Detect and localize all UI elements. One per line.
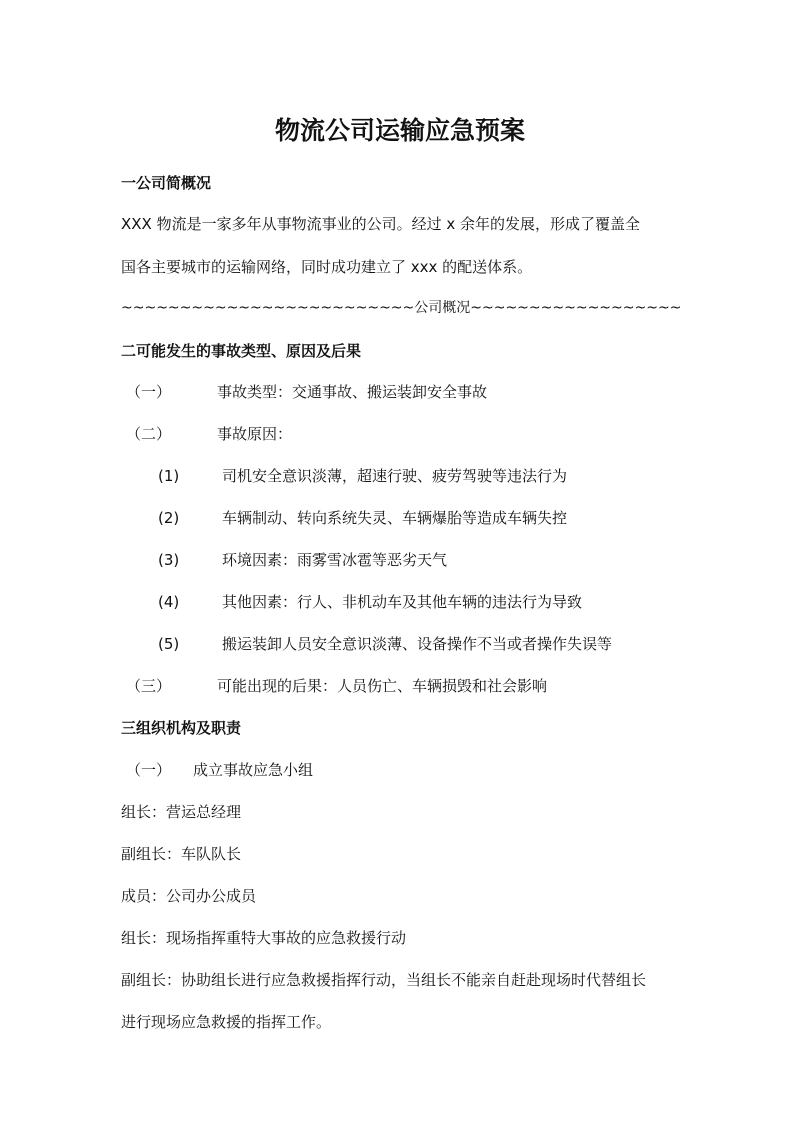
cause-label: (3) xyxy=(158,551,180,569)
item-label: （一） xyxy=(126,761,172,779)
document-title: 物流公司运输应急预案 xyxy=(274,116,525,145)
item-label: （二） xyxy=(126,425,172,443)
cause-label: (4) xyxy=(158,593,180,611)
cause-text: 环境因素：雨雾雪冰雹等恶劣天气 xyxy=(222,551,448,569)
cause-text: 司机安全意识淡薄，超速行驶、疲劳驾驶等违法行为 xyxy=(222,467,568,485)
leader-duty-line: 组长：现场指挥重特大事故的应急救援行动 xyxy=(121,929,407,947)
members-line: 成员：公司办公成员 xyxy=(121,887,257,905)
cause-text: 其他因素：行人、非机动车及其他车辆的违法行为导致 xyxy=(222,593,583,611)
cause-text: 搬运装卸人员安全意识淡薄、设备操作不当或者操作失误等 xyxy=(222,635,613,653)
leader-line: 组长：营运总经理 xyxy=(121,803,242,821)
section2-heading: 二可能发生的事故类型、原因及后果 xyxy=(121,342,362,360)
section1-paragraph-line2: 国各主要城市的运输网络，同时成功建立了 xxx 的配送体系。 xyxy=(121,258,533,276)
item-text: 事故类型：交通事故、搬运装卸安全事故 xyxy=(217,383,488,401)
cause-text: 车辆制动、转向系统失灵、车辆爆胎等造成车辆失控 xyxy=(222,509,568,527)
cause-label: (5) xyxy=(158,635,180,653)
section1-paragraph-line1: XXX 物流是一家多年从事物流事业的公司。经过 x 余年的发展，形成了覆盖全 xyxy=(121,215,641,233)
deputy-duty-line1: 副组长：协助组长进行应急救援指挥行动，当组长不能亲自赶赴现场时代替组长 xyxy=(121,971,647,989)
section1-divider: ~~~~~~~~~~~~~~~~~~~~~~~~~公司概况~~~~~~~~~~~~~~~~~~ xyxy=(121,300,682,316)
item-label: （一） xyxy=(126,383,172,401)
cause-label: (2) xyxy=(158,509,180,527)
cause-label: (1) xyxy=(158,467,180,485)
item-text: 可能出现的后果：人员伤亡、车辆损毁和社会影响 xyxy=(217,677,548,695)
section3-heading: 三组织机构及职责 xyxy=(121,719,242,737)
deputy-duty-line2: 进行现场应急救援的指挥工作。 xyxy=(121,1013,332,1031)
section1-heading: 一公司简概况 xyxy=(121,174,212,192)
item-label: （三） xyxy=(126,677,172,695)
item-text: 成立事故应急小组 xyxy=(193,761,314,779)
item-text: 事故原因： xyxy=(217,425,293,443)
deputy-leader-line: 副组长：车队队长 xyxy=(121,845,242,863)
